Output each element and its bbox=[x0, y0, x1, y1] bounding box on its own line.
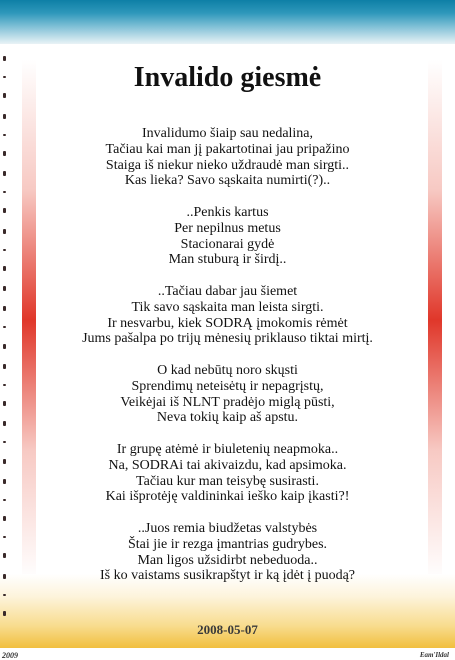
poem-line: Kai išprotėję valdininkai ieško kaip įkasti?! bbox=[105, 489, 350, 505]
poem-line: Neva tokių kaip aš apstu. bbox=[156, 410, 299, 426]
poem-line: Tačiau kai man jį pakartotinai jau pripažino bbox=[105, 141, 350, 157]
stanza bbox=[0, 284, 455, 347]
poem-line: Ir nesvarbu, kiek SODRĄ įmokomis rėmėt bbox=[107, 315, 348, 331]
poem-line: Per nepilnus metus bbox=[174, 220, 281, 236]
stanza bbox=[0, 442, 455, 505]
poem-line: Staiga iš niekur nieko uždraudė man sirgti.. bbox=[105, 157, 350, 173]
poem-line: Jums pašalpa po trijų mėnesių priklauso tiktai mirtį. bbox=[82, 331, 373, 347]
poem-line: Iš ko vaistams susikrapštyt ir ką įdėt į puodą? bbox=[99, 568, 356, 584]
footer-year: 2009 bbox=[2, 651, 18, 660]
poem-line: ..Penkis kartus bbox=[186, 204, 269, 220]
stanza bbox=[0, 126, 455, 189]
poem-line: Man ligos užsidirbt nebeduoda.. bbox=[137, 552, 318, 568]
poem-line: Stacionarai gydė bbox=[180, 236, 275, 252]
top-decorative-band bbox=[0, 0, 455, 44]
stanza bbox=[0, 363, 455, 426]
poem-line: Na, SODRAi tai akivaizdu, kad apsimoka. bbox=[108, 457, 347, 473]
poem-line: Tačiau kur man teisybę susirasti. bbox=[136, 473, 319, 489]
poem-line: Sprendimų neteisėtų ir nepagrįstų, bbox=[131, 378, 324, 394]
poem-line: ..Tačiau dabar jau šiemet bbox=[157, 283, 298, 299]
stanza bbox=[0, 205, 455, 268]
footer-author-signature: Eam'Ildal bbox=[419, 651, 449, 659]
poem-line: Ir grupę atėmė ir biuletenių neapmoka.. bbox=[116, 441, 339, 457]
poem-body bbox=[0, 126, 455, 600]
poem-line: Veikėjai iš NLNT pradėjo miglą pūsti, bbox=[120, 394, 335, 410]
poem-line: Kas lieka? Savo sąskaita numirti(?).. bbox=[124, 173, 331, 189]
poem-date: 2008-05-07 bbox=[197, 622, 258, 637]
poem-line: Man stuburą ir širdį.. bbox=[168, 252, 287, 268]
poem-line: ..Juos remia biudžetas valstybės bbox=[137, 520, 318, 536]
poem-line: Štai jie ir rezga įmantrias gudrybes. bbox=[127, 536, 328, 552]
poem-line: Tik savo sąskaita man leista sirgti. bbox=[131, 299, 324, 315]
poem-title: Invalido giesmė bbox=[133, 62, 322, 93]
poem-line: Invalidumo šiaip sau nedalina, bbox=[141, 126, 314, 141]
poem-line: O kad nebūtų noro skųsti bbox=[157, 362, 298, 378]
stanza bbox=[0, 521, 455, 584]
